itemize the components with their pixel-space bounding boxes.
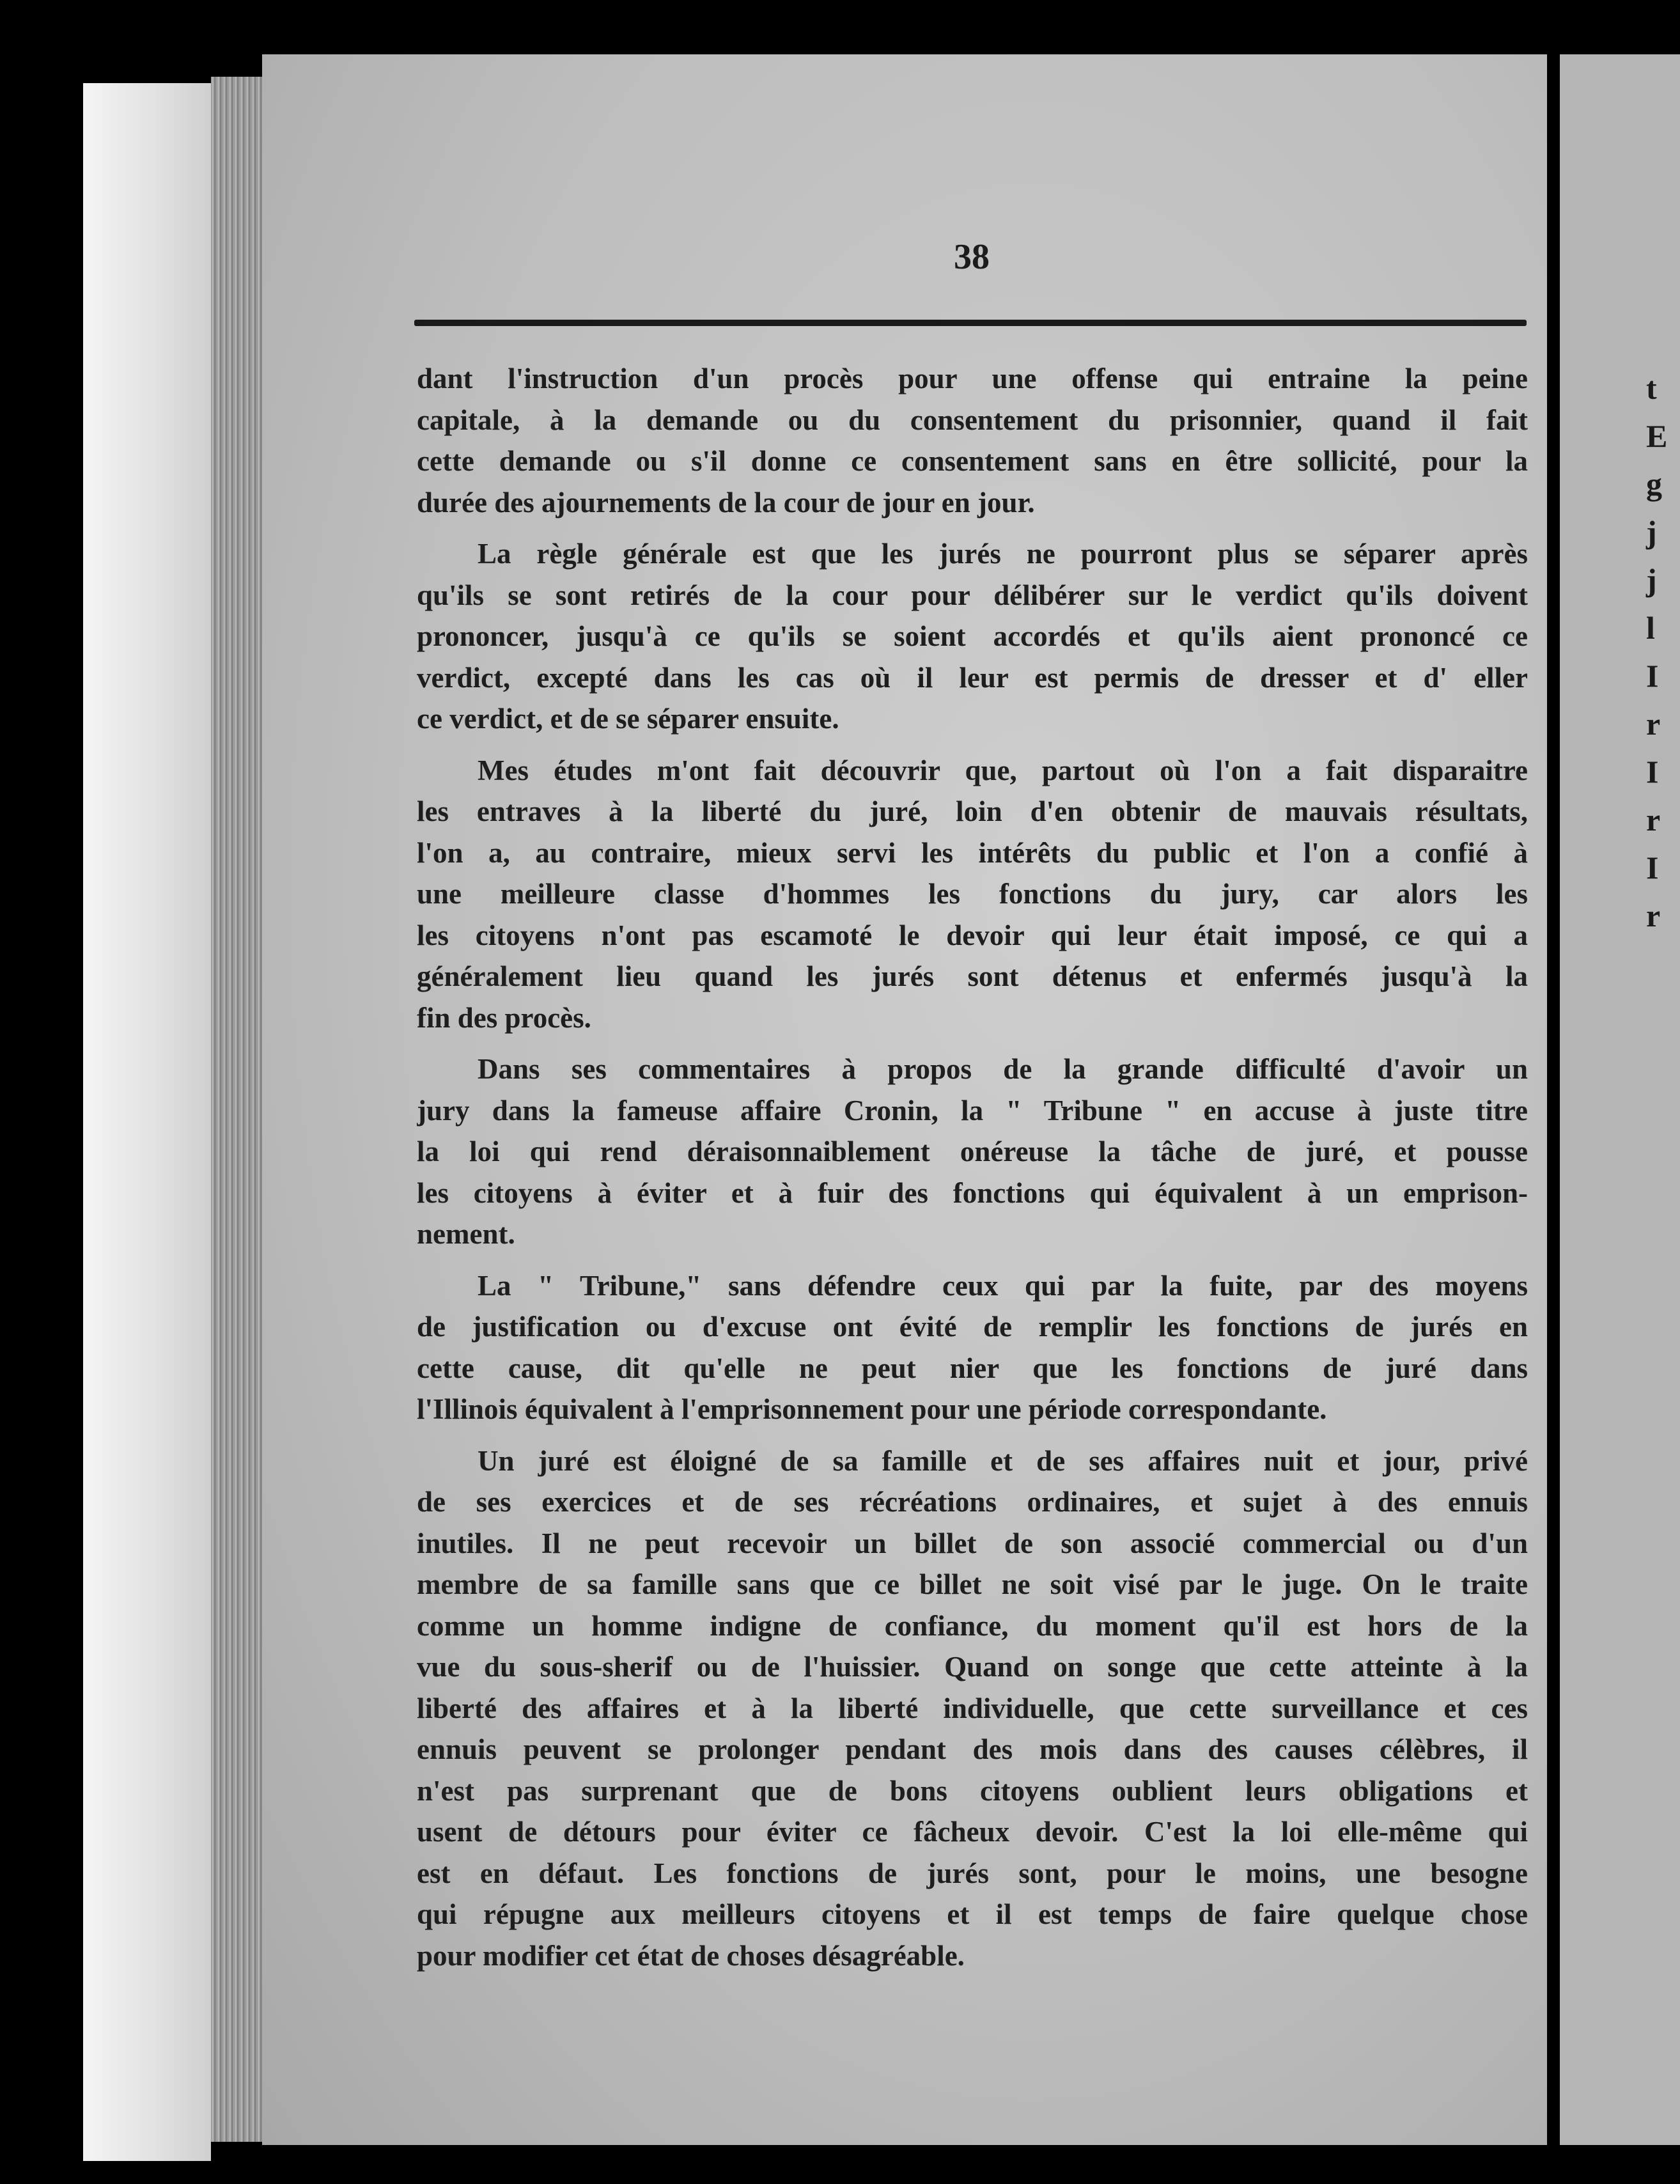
text-line: les citoyens n'ont pas escamoté le devoir qui leur était imposé, ce qui a (417, 919, 1528, 951)
text-line: qui répugne aux meilleurs citoyens et il est temps de faire quelque chose (417, 1898, 1528, 1930)
text-line: généralement lieu quand les jurés sont détenus et enfermés jusqu'à la (417, 960, 1528, 992)
paragraph (417, 1440, 1528, 1977)
paragraph (417, 358, 1528, 523)
text-line: capitale, à la demande ou du consentement du prisonnier, quand il fait (417, 403, 1528, 436)
fragment-glyph: t (1646, 370, 1657, 406)
fragment-glyph: r (1646, 706, 1661, 742)
text-line: Dans ses commentaires à propos de la grande difficulté d'avoir un (478, 1053, 1528, 1085)
text-line: les entraves à la liberté du juré, loin d'en obtenir de mauvais résultats, (417, 795, 1528, 827)
text-line: comme un homme indigne de confiance, du moment qu'il est hors de la (417, 1609, 1528, 1642)
text-line: nement. (417, 1218, 515, 1250)
text-line: de ses exercices et de ses récréations ordinaires, et sujet à des ennuis (417, 1486, 1528, 1518)
text-line: cette demande ou s'il donne ce consentement sans en être sollicité, pour la (417, 445, 1528, 477)
paragraph (417, 533, 1528, 740)
text-line: la loi qui rend déraisonnaiblement onéreuse la tâche de juré, et pousse (417, 1135, 1528, 1167)
paragraph (417, 1265, 1528, 1430)
text-line: ennuis peuvent se prolonger pendant des mois dans des causes célèbres, il (417, 1733, 1528, 1765)
text-line: n'est pas surprenant que de bons citoyens oublient leurs obligations et (417, 1774, 1528, 1807)
text-line: inutiles. Il ne peut recevoir un billet de son associé commercial ou d'un (417, 1527, 1528, 1559)
fragment-glyph: I (1646, 850, 1659, 885)
body-text (417, 358, 1528, 1986)
text-line: durée des ajournements de la cour de jour en jour. (417, 486, 1035, 519)
text-line: jury dans la fameuse affaire Cronin, la " Tribune " en accuse à juste titre (417, 1094, 1528, 1127)
text-line: ce verdict, et de se séparer ensuite. (417, 703, 839, 735)
page-number: 38 (954, 237, 990, 277)
text-line: verdict, excepté dans les cas où il leur est permis de dresser et d' eller (417, 661, 1528, 694)
fragment-glyph: I (1646, 658, 1659, 694)
left-margin-strip (83, 83, 211, 2161)
paragraph (417, 750, 1528, 1039)
text-line: La règle générale est que les jurés ne pourront plus se séparer après (478, 538, 1528, 570)
text-line: vue du sous-sherif ou de l'huissier. Quand on songe que cette atteinte à la (417, 1651, 1528, 1683)
fragment-glyph: j (1646, 514, 1657, 550)
text-line: l'on a, au contraire, mieux servi les intérêts du public et l'on a confié à (417, 836, 1528, 869)
text-line: est en défaut. Les fonctions de jurés sont, pour le moins, une besogne (417, 1857, 1528, 1889)
text-line: usent de détours pour éviter ce fâcheux devoir. C'est la loi elle-même qui (417, 1816, 1528, 1848)
text-line: qu'ils se sont retirés de la cour pour délibérer sur le verdict qu'ils doivent (417, 579, 1528, 611)
header-rule (414, 320, 1527, 326)
text-line: prononcer, jusqu'à ce qu'ils se soient accordés et qu'ils aient prononcé ce (417, 620, 1528, 652)
text-line: dant l'instruction d'un procès pour une offense qui entraine la peine (417, 363, 1528, 394)
fragment-glyph: g (1646, 466, 1662, 502)
fragment-glyph: E (1646, 418, 1668, 454)
text-line: l'Illinois équivalent à l'emprisonnement pour une période correspondante. (417, 1393, 1327, 1425)
text-line: fin des procès. (417, 1001, 591, 1034)
facing-page-text-fragments (1646, 364, 1680, 940)
text-line: Mes études m'ont fait découvrir que, partout où l'on a fait disparaitre (478, 754, 1528, 786)
fragment-glyph: l (1646, 610, 1655, 646)
text-line: liberté des affaires et à la liberté individuelle, que cette surveillance et ces (417, 1692, 1528, 1724)
text-line: cette cause, dit qu'elle ne peut nier que les fonctions de juré dans (417, 1352, 1528, 1384)
text-line: pour modifier cet état de choses désagréable. (417, 1939, 965, 1972)
text-line: les citoyens à éviter et à fuir des fonctions qui équivalent à un emprison- (417, 1176, 1528, 1209)
paragraph (417, 1049, 1528, 1255)
text-line: une meilleure classe d'hommes les fonctions du jury, car alors les (417, 878, 1528, 910)
book-page-edges (211, 77, 268, 2142)
text-line: membre de sa famille sans que ce billet ne soit visé par le juge. On le traite (417, 1568, 1528, 1600)
text-line: Un juré est éloigné de sa famille et de ses affaires nuit et jour, privé (478, 1444, 1528, 1477)
text-line: de justification ou d'excuse ont évité de remplir les fonctions de jurés en (417, 1311, 1528, 1343)
fragment-glyph: r (1646, 802, 1661, 838)
fragment-glyph: I (1646, 754, 1659, 790)
fragment-glyph: r (1646, 898, 1661, 933)
fragment-glyph: j (1646, 562, 1657, 598)
text-line: La " Tribune," sans défendre ceux qui par la fuite, par des moyens (478, 1269, 1528, 1302)
